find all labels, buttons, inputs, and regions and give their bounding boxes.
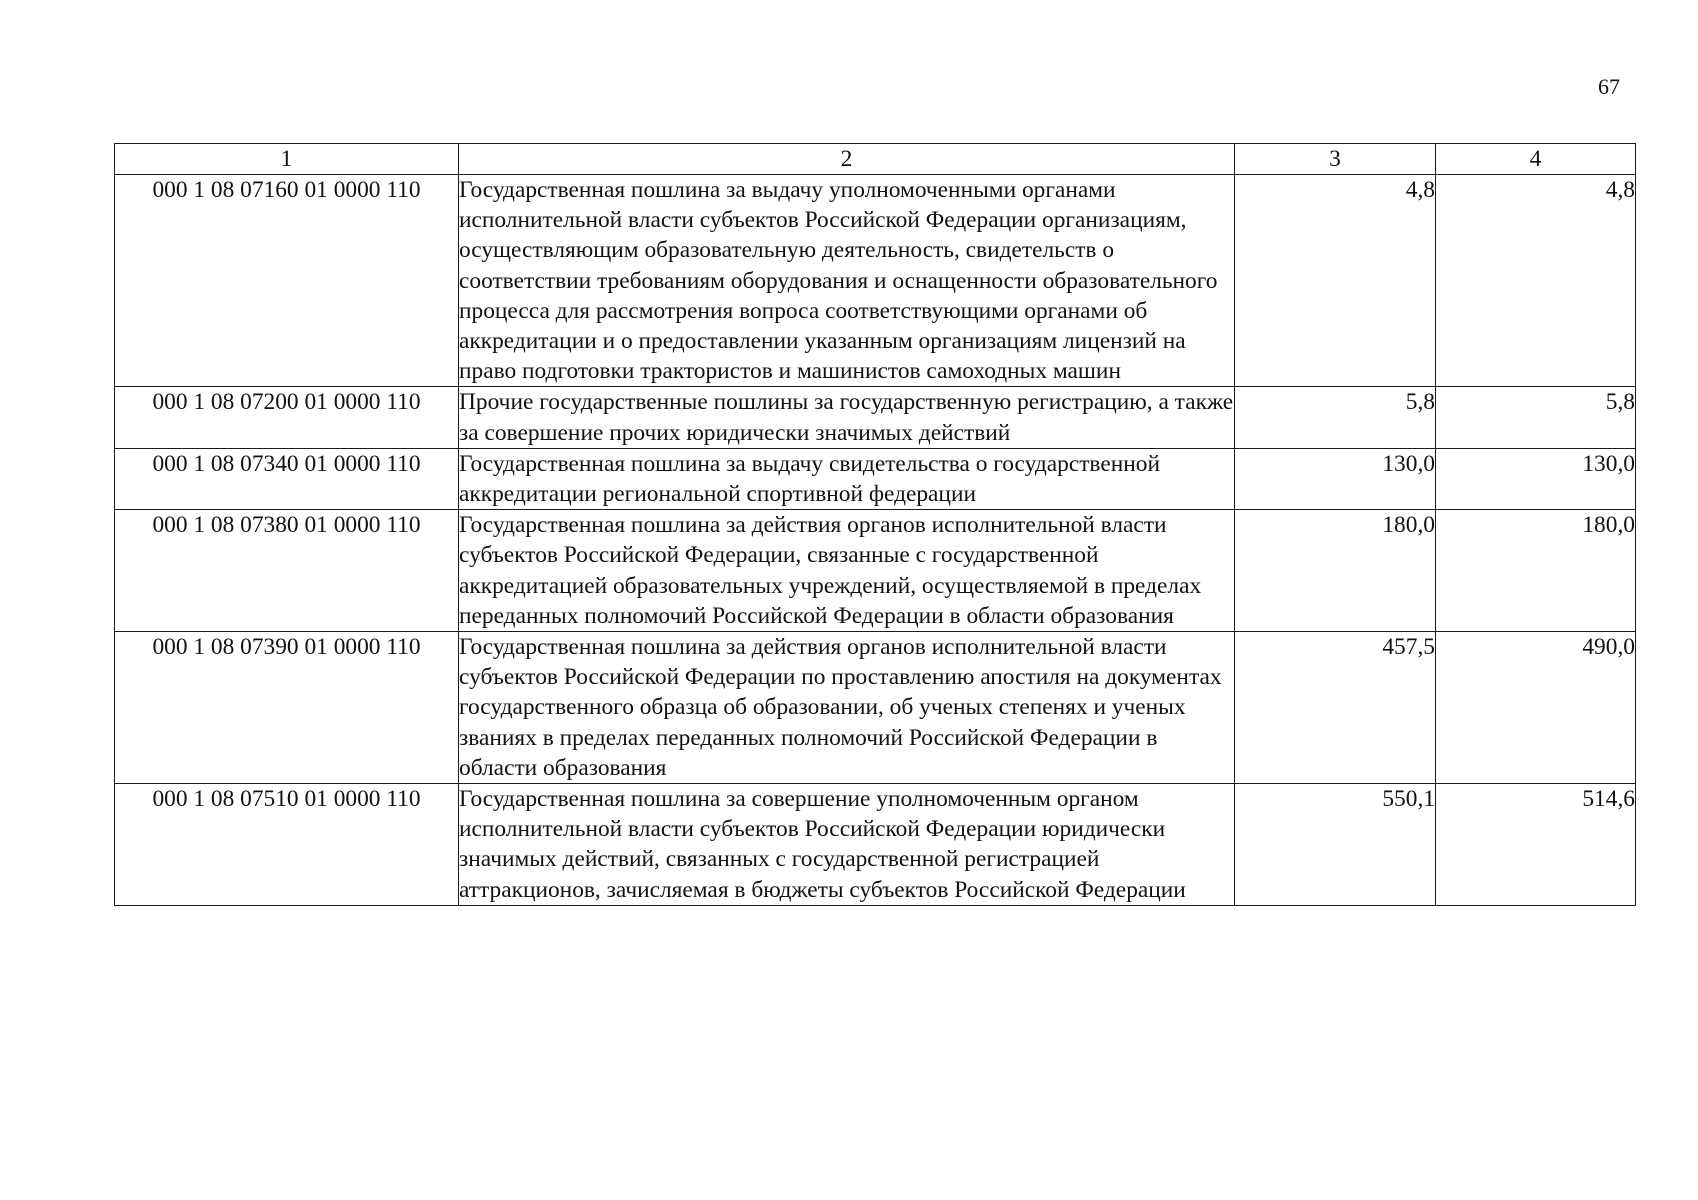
description-cell — [459, 510, 1235, 632]
budget-code-cell: 000 1 08 07160 01 0000 110 — [115, 175, 459, 387]
description-text: Государственная пошлина за выдачу свидетельства о государственной аккредитации региональной спортивной федерации — [459, 450, 1160, 508]
description-text: Государственная пошлина за выдачу уполномоченными органами исполнительной власти субъектов Российской Федерации организациям, осуществляющим образовательную деятельность, свидетельств о соответствии требованиям оборудования и оснащенности образовательного процесса для рассмотрения вопроса соответствующими органами об аккредитации и о предоставлении указанным организациям лицензий на право подготовки трактористов и машинистов самоходных машин — [459, 177, 1218, 385]
column-header-1: 1 — [115, 144, 459, 175]
description-text: Государственная пошлина за действия органов исполнительной власти субъектов Российской Федерации по проставлению апостиля на документах государственного образца об образовании, об ученых степенях и ученых званиях в пределах переданных полномочий Российской Федерации в области образования — [459, 634, 1222, 781]
budget-table — [114, 143, 1636, 906]
table-row — [115, 175, 1636, 387]
table-row — [115, 784, 1636, 906]
budget-code-cell: 000 1 08 07510 01 0000 110 — [115, 784, 459, 906]
value-col3-cell: 550,1 — [1235, 784, 1436, 906]
budget-code-cell: 000 1 08 07200 01 0000 110 — [115, 387, 459, 448]
description-cell — [459, 448, 1235, 509]
column-header-3: 3 — [1235, 144, 1436, 175]
column-header-4: 4 — [1436, 144, 1636, 175]
value-col4-cell: 130,0 — [1436, 448, 1636, 509]
budget-code-cell: 000 1 08 07390 01 0000 110 — [115, 632, 459, 784]
value-col4-cell: 5,8 — [1436, 387, 1636, 448]
header-row — [115, 144, 1636, 175]
description-cell — [459, 632, 1235, 784]
table-row — [115, 632, 1636, 784]
value-col3-cell: 130,0 — [1235, 448, 1436, 509]
column-header-2: 2 — [459, 144, 1235, 175]
value-col3-cell: 180,0 — [1235, 510, 1436, 632]
table-row — [115, 510, 1636, 632]
description-cell — [459, 175, 1235, 387]
table-row — [115, 387, 1636, 448]
value-col4-cell: 514,6 — [1436, 784, 1636, 906]
budget-code-cell: 000 1 08 07380 01 0000 110 — [115, 510, 459, 632]
description-cell — [459, 784, 1235, 906]
description-text: Государственная пошлина за совершение уполномоченным органом исполнительной власти субъектов Российской Федерации юридически значимых действий, связанных с государственной регистрацией аттракционов, зачисляемая в бюджеты субъектов Российской Федерации — [459, 786, 1186, 903]
value-col4-cell: 180,0 — [1436, 510, 1636, 632]
value-col3-cell: 457,5 — [1235, 632, 1436, 784]
table-row — [115, 448, 1636, 509]
value-col4-cell: 490,0 — [1436, 632, 1636, 784]
description-text: Государственная пошлина за действия органов исполнительной власти субъектов Российской Федерации, связанные с государственной аккредитацией образовательных учреждений, осуществляемой в пределах переданных полномочий Российской Федерации в области образования — [459, 512, 1202, 629]
budget-code-cell: 000 1 08 07340 01 0000 110 — [115, 448, 459, 509]
value-col3-cell: 4,8 — [1235, 175, 1436, 387]
description-text: Прочие государственные пошлины за государственную регистрацию, а также за совершение прочих юридически значимых действий — [459, 389, 1234, 446]
page-number: 67 — [1598, 74, 1620, 99]
value-col4-cell: 4,8 — [1436, 175, 1636, 387]
value-col3-cell: 5,8 — [1235, 387, 1436, 448]
description-cell — [459, 387, 1235, 448]
